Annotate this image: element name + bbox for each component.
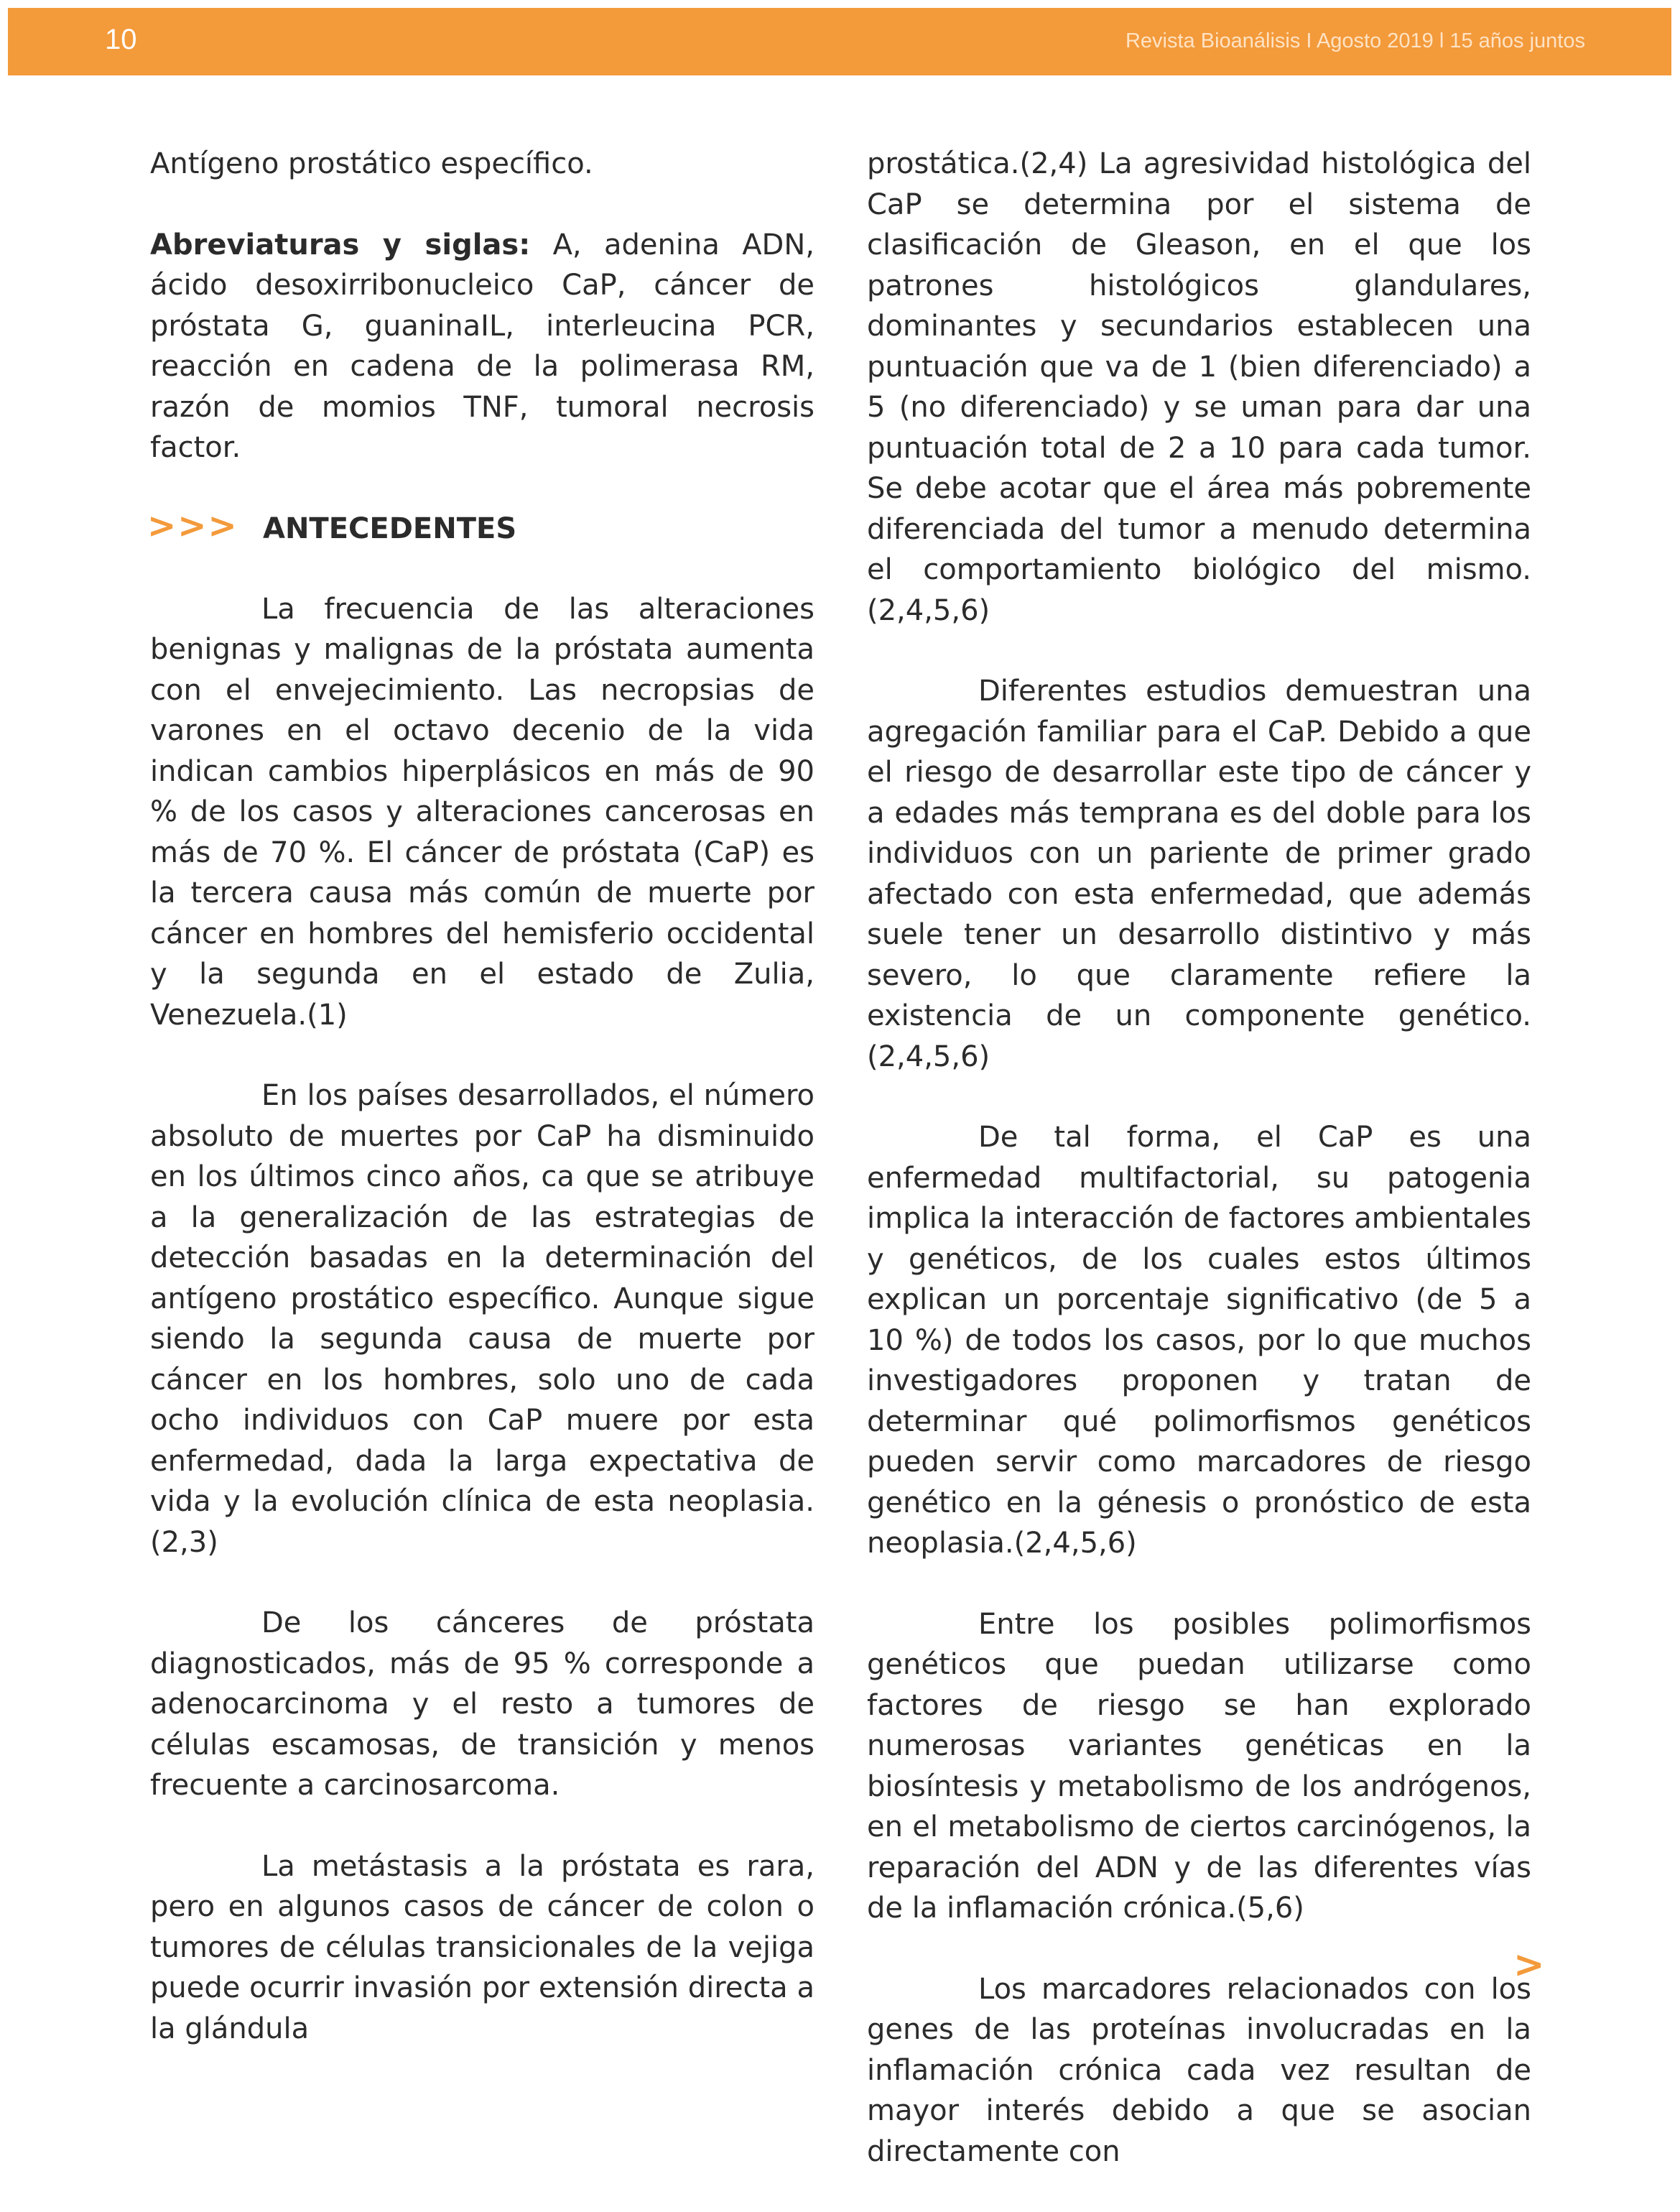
paragraph: Diferentes estudios demuestran una agregación familiar para el CaP. Debido a que el riesgo de desarrollar este tipo de cáncer y a edades más temprana es del doble para los individuos con un pariente de primer grado afectado con esta enfermedad, que además suele tener un desarrollo distintivo y más severo, lo que claramente refiere la existencia de un componente genético.(2,4,5,6) [867, 675, 1531, 1073]
section-heading [147, 505, 815, 549]
paragraph: Entre los posibles polimorfismos genéticos que puedan utilizarse como factores de riesgo se han explorado numerosas variantes genéticas en la biosíntesis y metabolismo de los andrógenos, en el metabolismo de ciertos carcinógenos, la reparación del ADN y de las diferentes vías de la inflamación crónica.(5,6) [867, 1607, 1531, 1925]
next-page-arrow-icon[interactable]: > [1513, 1943, 1545, 1986]
section-title: ANTECEDENTES [263, 512, 517, 545]
abbreviations-label: Abreviaturas y siglas: [150, 228, 531, 262]
running-head: Revista Bioanálisis I Agosto 2019 l 15 años juntos [1125, 29, 1585, 52]
paragraph: Los marcadores relacionados con los genes de las proteínas involucradas en la inflamación crónica cada vez resultan de mayor interés debido a que se asocian directamente con [867, 1972, 1531, 2168]
paragraph: La metástasis a la próstata es rara, pero en algunos casos de cáncer de colon o tumores de células transicionales de la vejiga puede ocurrir invasión por extensión directa a la glándula [150, 1849, 815, 2045]
page-number: 10 [105, 24, 137, 55]
left-column [147, 144, 815, 2089]
paragraph: De los cánceres de próstata diagnosticados, más de 95 % corresponde a adenocarcinoma y el resto a tumores de células escamosas, de transición y menos frecuente a carcinosarcoma. [150, 1606, 815, 1802]
paragraph: La frecuencia de las alteraciones benignas y malignas de la próstata aumenta con el envejecimiento. Las necropsias de varones en el octavo decenio de la vida indican cambios hiperplásicos en más de 90 % de los casos y alteraciones cancerosas en más de 70 %. El cáncer de próstata (CaP) es la tercera causa más común de muerte por cáncer en hombres del hemisferio occidental y la segunda en el estado de Zulia, Venezuela.(1) [150, 592, 815, 1032]
right-column [867, 144, 1531, 2212]
abbreviations-paragraph [150, 225, 815, 468]
paragraph-intro: Antígeno prostático específico. [150, 147, 593, 180]
section-arrows-icon: >>> [147, 505, 238, 546]
paragraph: En los países desarrollados, el número absoluto de muertes por CaP ha disminuido en los últimos cinco años, ca que se atribuye a la generalización de las estrategias de detección basadas en la determinación del antígeno prostático específico. Aunque sigue siendo la segunda causa de muerte por cáncer en los hombres, solo uno de cada ocho individuos con CaP muere por esta enfermedad, dada la larga expectativa de vida y la evolución clínica de esta neoplasia.(2,3) [150, 1079, 815, 1559]
page-header-bar [8, 8, 1671, 75]
paragraph: De tal forma, el CaP es una enfermedad multifactorial, su patogenia implica la interacción de factores ambientales y genéticos, de los cuales estos últimos explican un porcentaje significativo (de 5 a 10 %) de todos los casos, por lo que muchos investigadores proponen y tratan de determinar qué polimorfismos genéticos pueden servir como marcadores de riesgo genético en la génesis o pronóstico de esta neoplasia.(2,4,5,6) [867, 1121, 1531, 1560]
paragraph: prostática.(2,4) La agresividad histológica del CaP se determina por el sistema de clasificación de Gleason, en el que los patrones histológicos glandulares, dominantes y secundarios establecen una puntuación que va de 1 (bien diferenciado) a 5 (no diferenciado) y se uman para dar una puntuación total de 2 a 10 para cada tumor. Se debe acotar que el área más pobremente diferenciada del tumor a menudo determina el comportamiento biológico del mismo.(2,4,5,6) [867, 147, 1531, 627]
abbreviations-text: A, adenina ADN, ácido desoxirribonucleico CaP, cáncer de próstata G, guaninaIL, interleucina PCR, reacción en cadena de la polimerasa RM, razón de momios TNF, tumoral necrosis factor. [150, 228, 815, 464]
